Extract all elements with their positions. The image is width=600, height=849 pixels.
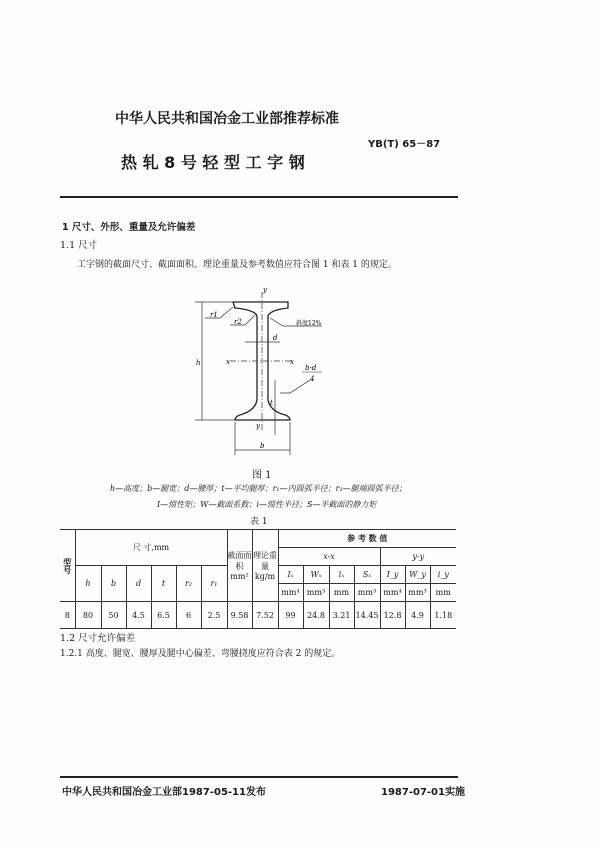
label-slope: 斜度12%	[296, 320, 322, 327]
col-sx-label: Sₓ	[362, 570, 372, 579]
doc-title: 热 轧 8 号 轻 型 工 字 钢	[121, 153, 305, 172]
issuer: 中华人民共和国冶金工业部推荐标准	[115, 111, 339, 127]
cell: 80	[75, 602, 101, 629]
col-b-label: b	[110, 579, 117, 588]
section-1-heading: 1 尺寸、外形、重量及允许偏差	[62, 222, 196, 233]
section-1-1-heading: 1.1 尺寸	[60, 240, 98, 251]
footer-rule	[60, 776, 458, 778]
cell: 4.5	[126, 602, 151, 629]
col-r1	[201, 566, 227, 602]
xx-label: x-x	[323, 552, 335, 561]
col-t	[151, 566, 176, 602]
cell: 4.9	[405, 602, 430, 629]
unit: mm³	[354, 584, 380, 602]
col-ix-radius-label: iₓ	[338, 570, 345, 579]
table-caption: 表 1	[250, 517, 268, 527]
cell: 1.18	[430, 602, 456, 629]
col-iy-label: I_y	[386, 570, 399, 579]
i-beam-figure	[150, 280, 450, 460]
header-yy	[380, 548, 456, 566]
col-r1-label: r₁	[210, 579, 218, 588]
area-unit: mm²	[230, 572, 249, 581]
cell: 7.52	[252, 602, 278, 629]
cell: 2.5	[201, 602, 227, 629]
label-b: b	[260, 442, 265, 450]
label-r2: r2	[234, 318, 242, 326]
col-r2-label: r₂	[184, 579, 193, 588]
figure-caption: 图 1	[252, 470, 272, 481]
col-ix	[278, 566, 303, 584]
label-four: 4	[310, 375, 315, 383]
header-model: 型号	[60, 530, 75, 602]
col-ix-label: Iₓ	[287, 570, 294, 579]
label-b-minus-d: b-d	[305, 364, 317, 372]
col-sx	[354, 566, 380, 584]
col-b	[101, 566, 126, 602]
unit: mm	[430, 584, 456, 602]
header-xx	[278, 548, 380, 566]
yy-label: y-y	[412, 552, 425, 561]
col-ix-radius	[329, 566, 354, 584]
header-size: 尺 寸,mm	[75, 530, 227, 566]
col-h	[75, 566, 101, 602]
cell: 12.8	[380, 602, 405, 629]
label-r1: r1	[210, 311, 218, 319]
section-1-2-heading: 1.2 尺寸允许偏差	[60, 633, 136, 644]
label-d: d	[273, 334, 278, 342]
col-wx	[303, 566, 329, 584]
header-area	[227, 530, 252, 602]
col-wy	[405, 566, 430, 584]
section-1-1-paragraph: 工字钢的截面尺寸、截面面积、理论重量及参考数值应符合图 1 和表 1 的规定。	[77, 260, 397, 270]
effective-date: 1987-07-01实施	[381, 787, 465, 798]
weight-label: 理论重量	[253, 551, 277, 571]
cell: 6	[176, 602, 201, 629]
label-h: h	[196, 359, 201, 367]
col-iy	[380, 566, 405, 584]
col-iy-radius-label: i_y	[437, 570, 449, 579]
unit: mm³	[405, 584, 430, 602]
col-wy-label: W_y	[409, 570, 426, 579]
cell: 3.21	[329, 602, 354, 629]
header-weight	[252, 530, 278, 602]
figure-legend-line2: I—惯性矩；W—截面系数；i—惯性半径；S—半截面的静力矩	[157, 500, 377, 509]
cell: 14.45	[354, 602, 380, 629]
label-x-right: x	[290, 358, 294, 366]
cell: 99	[278, 602, 303, 629]
label-t: t	[270, 399, 273, 407]
area-label: 截面面积	[227, 551, 252, 571]
col-d	[126, 566, 151, 602]
cell: 24.8	[303, 602, 329, 629]
col-h-label: h	[85, 579, 91, 588]
unit: mm⁴	[380, 584, 405, 602]
section-1-2-1-text: 1.2.1 高度、腿宽、腰厚及腿中心偏差、弯腰挠度应符合表 2 的规定。	[60, 649, 341, 659]
cell: 9.58	[227, 602, 252, 629]
table-row	[60, 602, 456, 629]
header-rule	[60, 196, 458, 198]
header-reference: 参 考 数 值	[278, 530, 456, 548]
standard-code: YB(T) 65－87	[368, 139, 441, 150]
figure-legend-line1: h—高度；b—腿宽；d—腰厚；t—平均腿厚；r₁—内圆弧半径；r₁—腿端圆弧半径；	[110, 484, 407, 493]
unit: mm³	[303, 584, 329, 602]
col-iy-radius	[430, 566, 456, 584]
weight-unit: kg/m	[254, 572, 276, 581]
issue-date: 中华人民共和国冶金工业部1987-05-11发布	[62, 787, 266, 798]
col-r2	[176, 566, 201, 602]
label-y-top: y	[263, 286, 267, 294]
cell: 6.5	[151, 602, 176, 629]
label-y-bottom: y	[256, 422, 260, 430]
col-d-label: d	[135, 579, 142, 588]
label-x-left: x	[226, 358, 230, 366]
unit: mm⁴	[278, 584, 303, 602]
dimensions-table	[60, 529, 456, 629]
cell: 50	[101, 602, 126, 629]
unit: mm	[329, 584, 354, 602]
col-wx-label: Wₓ	[310, 570, 322, 579]
col-t-label: t	[161, 579, 166, 588]
cell: 8	[60, 602, 75, 629]
